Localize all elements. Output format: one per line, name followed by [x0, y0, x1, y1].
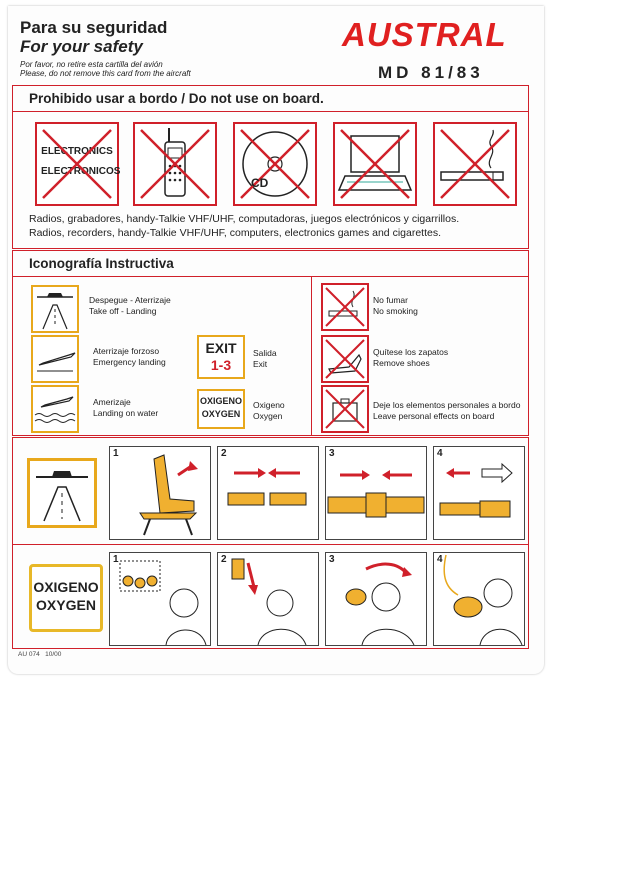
oxygen-step-4: [433, 552, 525, 646]
exit-icon: [197, 335, 245, 379]
cd-label: CD: [251, 176, 269, 190]
exit-label-en: Exit: [253, 359, 268, 369]
prohibited-caption-es: Radios, grabadores, handy-Talkie VHF/UHF, computadoras, juegos electrónicos y cigarrillos.: [29, 213, 460, 225]
nosmoke-label-es: No fumar: [373, 295, 408, 305]
cd-icon: [235, 124, 315, 204]
step-number: 4: [437, 554, 443, 565]
prohibited-section: [12, 85, 529, 249]
card-code: [18, 651, 61, 658]
effects-label-en: Leave personal effects on board: [373, 411, 495, 421]
step-number: 3: [329, 554, 335, 565]
breathe-icon: [434, 553, 524, 645]
personal-effects-icon: [321, 385, 369, 433]
oxygen-icon-en: OXYGEN: [201, 409, 241, 419]
cd-player-prohibited-icon: [233, 122, 317, 206]
oxygen-badge-en: OXYGEN: [36, 597, 96, 613]
exit-range: 1-3: [210, 357, 232, 373]
belt-release-icon: [434, 447, 524, 539]
safety-card: [8, 6, 544, 674]
exit-label-es: Salida: [253, 348, 277, 358]
oxygen-badge: [29, 564, 103, 632]
oxygen-label-en: Oxygen: [253, 411, 283, 421]
oxygen-icon: [197, 389, 245, 429]
seatbelt-step-4: [433, 446, 525, 540]
divider: [13, 544, 528, 545]
iconography-section: [12, 250, 529, 436]
step-number: 2: [221, 554, 227, 565]
buckle-icon: [218, 447, 318, 539]
electronics-prohibited-icon: [35, 122, 119, 206]
aircraft-model: MD 81/83: [378, 63, 484, 82]
phone-icon: [135, 124, 215, 204]
mobile-phone-prohibited-icon: [133, 122, 217, 206]
divider: [13, 276, 528, 277]
step-number: 2: [221, 448, 227, 459]
oxygen-step-3: [325, 552, 427, 646]
step-number: 1: [113, 554, 119, 565]
cigarette-prohibited-icon: [433, 122, 517, 206]
pull-mask-icon: [218, 553, 318, 645]
shoes-label-es: Quítese los zapatos: [373, 347, 449, 357]
notice-english: Please, do not remove this card from the aircraft: [20, 69, 191, 78]
takeoff-landing-icon: [31, 285, 79, 333]
exit-word: EXIT: [205, 340, 237, 356]
oxygen-badge-es: OXIGENO: [33, 579, 99, 595]
step-number: 1: [113, 448, 119, 459]
oxygen-label-es: Oxigeno: [253, 400, 285, 410]
divider: [13, 111, 528, 112]
cross-icon: [37, 124, 121, 204]
oxygen-step-2: [217, 552, 319, 646]
card-code-number: AU 074: [18, 651, 40, 658]
column-divider: [311, 277, 312, 435]
water-label-en: Landing on water: [93, 408, 159, 418]
iconography-title: Iconografía Instructiva: [29, 256, 174, 271]
emergency-label-en: Emergency landing: [93, 357, 166, 367]
takeoff-landing-icon: [27, 458, 97, 528]
electronics-label-es: ELECTRONICOS: [41, 166, 121, 177]
seatbelt-step-1: [109, 446, 211, 540]
no-smoking-icon: [321, 283, 369, 331]
laptop-icon: [335, 124, 415, 204]
oxygen-step-1: [109, 552, 211, 646]
instructions-section: [12, 437, 529, 649]
nosmoke-label-en: No smoking: [373, 306, 418, 316]
airline-logo: AUSTRAL: [342, 16, 507, 53]
card-date: 10/00: [45, 651, 62, 658]
cigarette-icon: [435, 124, 515, 204]
seat-icon: [110, 447, 210, 539]
step-number: 3: [329, 448, 335, 459]
laptop-prohibited-icon: [333, 122, 417, 206]
prohibited-caption-en: Radios, recorders, handy-Talkie VHF/UHF, computers, electronics games and cigarettes.: [29, 227, 442, 239]
seatbelt-step-2: [217, 446, 319, 540]
water-landing-icon: [31, 385, 79, 433]
step-number: 4: [437, 448, 443, 459]
water-label-es: Amerizaje: [93, 397, 131, 407]
emergency-landing-icon: [31, 335, 79, 383]
takeoff-label-es: Despegue - Aterrizaje: [89, 295, 171, 305]
put-on-mask-icon: [326, 553, 426, 645]
prohibited-title: Prohibido usar a bordo / Do not use on board.: [29, 91, 324, 106]
effects-label-es: Deje los elementos personales a bordo: [373, 400, 521, 410]
belt-tighten-icon: [326, 447, 426, 539]
seatbelt-step-3: [325, 446, 427, 540]
electronics-label: ELECTRONICS: [41, 146, 113, 157]
title-english: For your safety: [20, 37, 143, 56]
mask-drop-icon: [110, 553, 210, 645]
remove-shoes-icon: [321, 335, 369, 383]
notice-spanish: Por favor, no retire esta cartilla del avión: [20, 60, 163, 69]
oxygen-icon-es: OXIGENO: [199, 396, 242, 406]
shoes-label-en: Remove shoes: [373, 358, 430, 368]
emergency-label-es: Aterrizaje forzoso: [93, 346, 160, 356]
title-spanish: Para su seguridad: [20, 18, 168, 37]
takeoff-label-en: Take off - Landing: [89, 306, 157, 316]
